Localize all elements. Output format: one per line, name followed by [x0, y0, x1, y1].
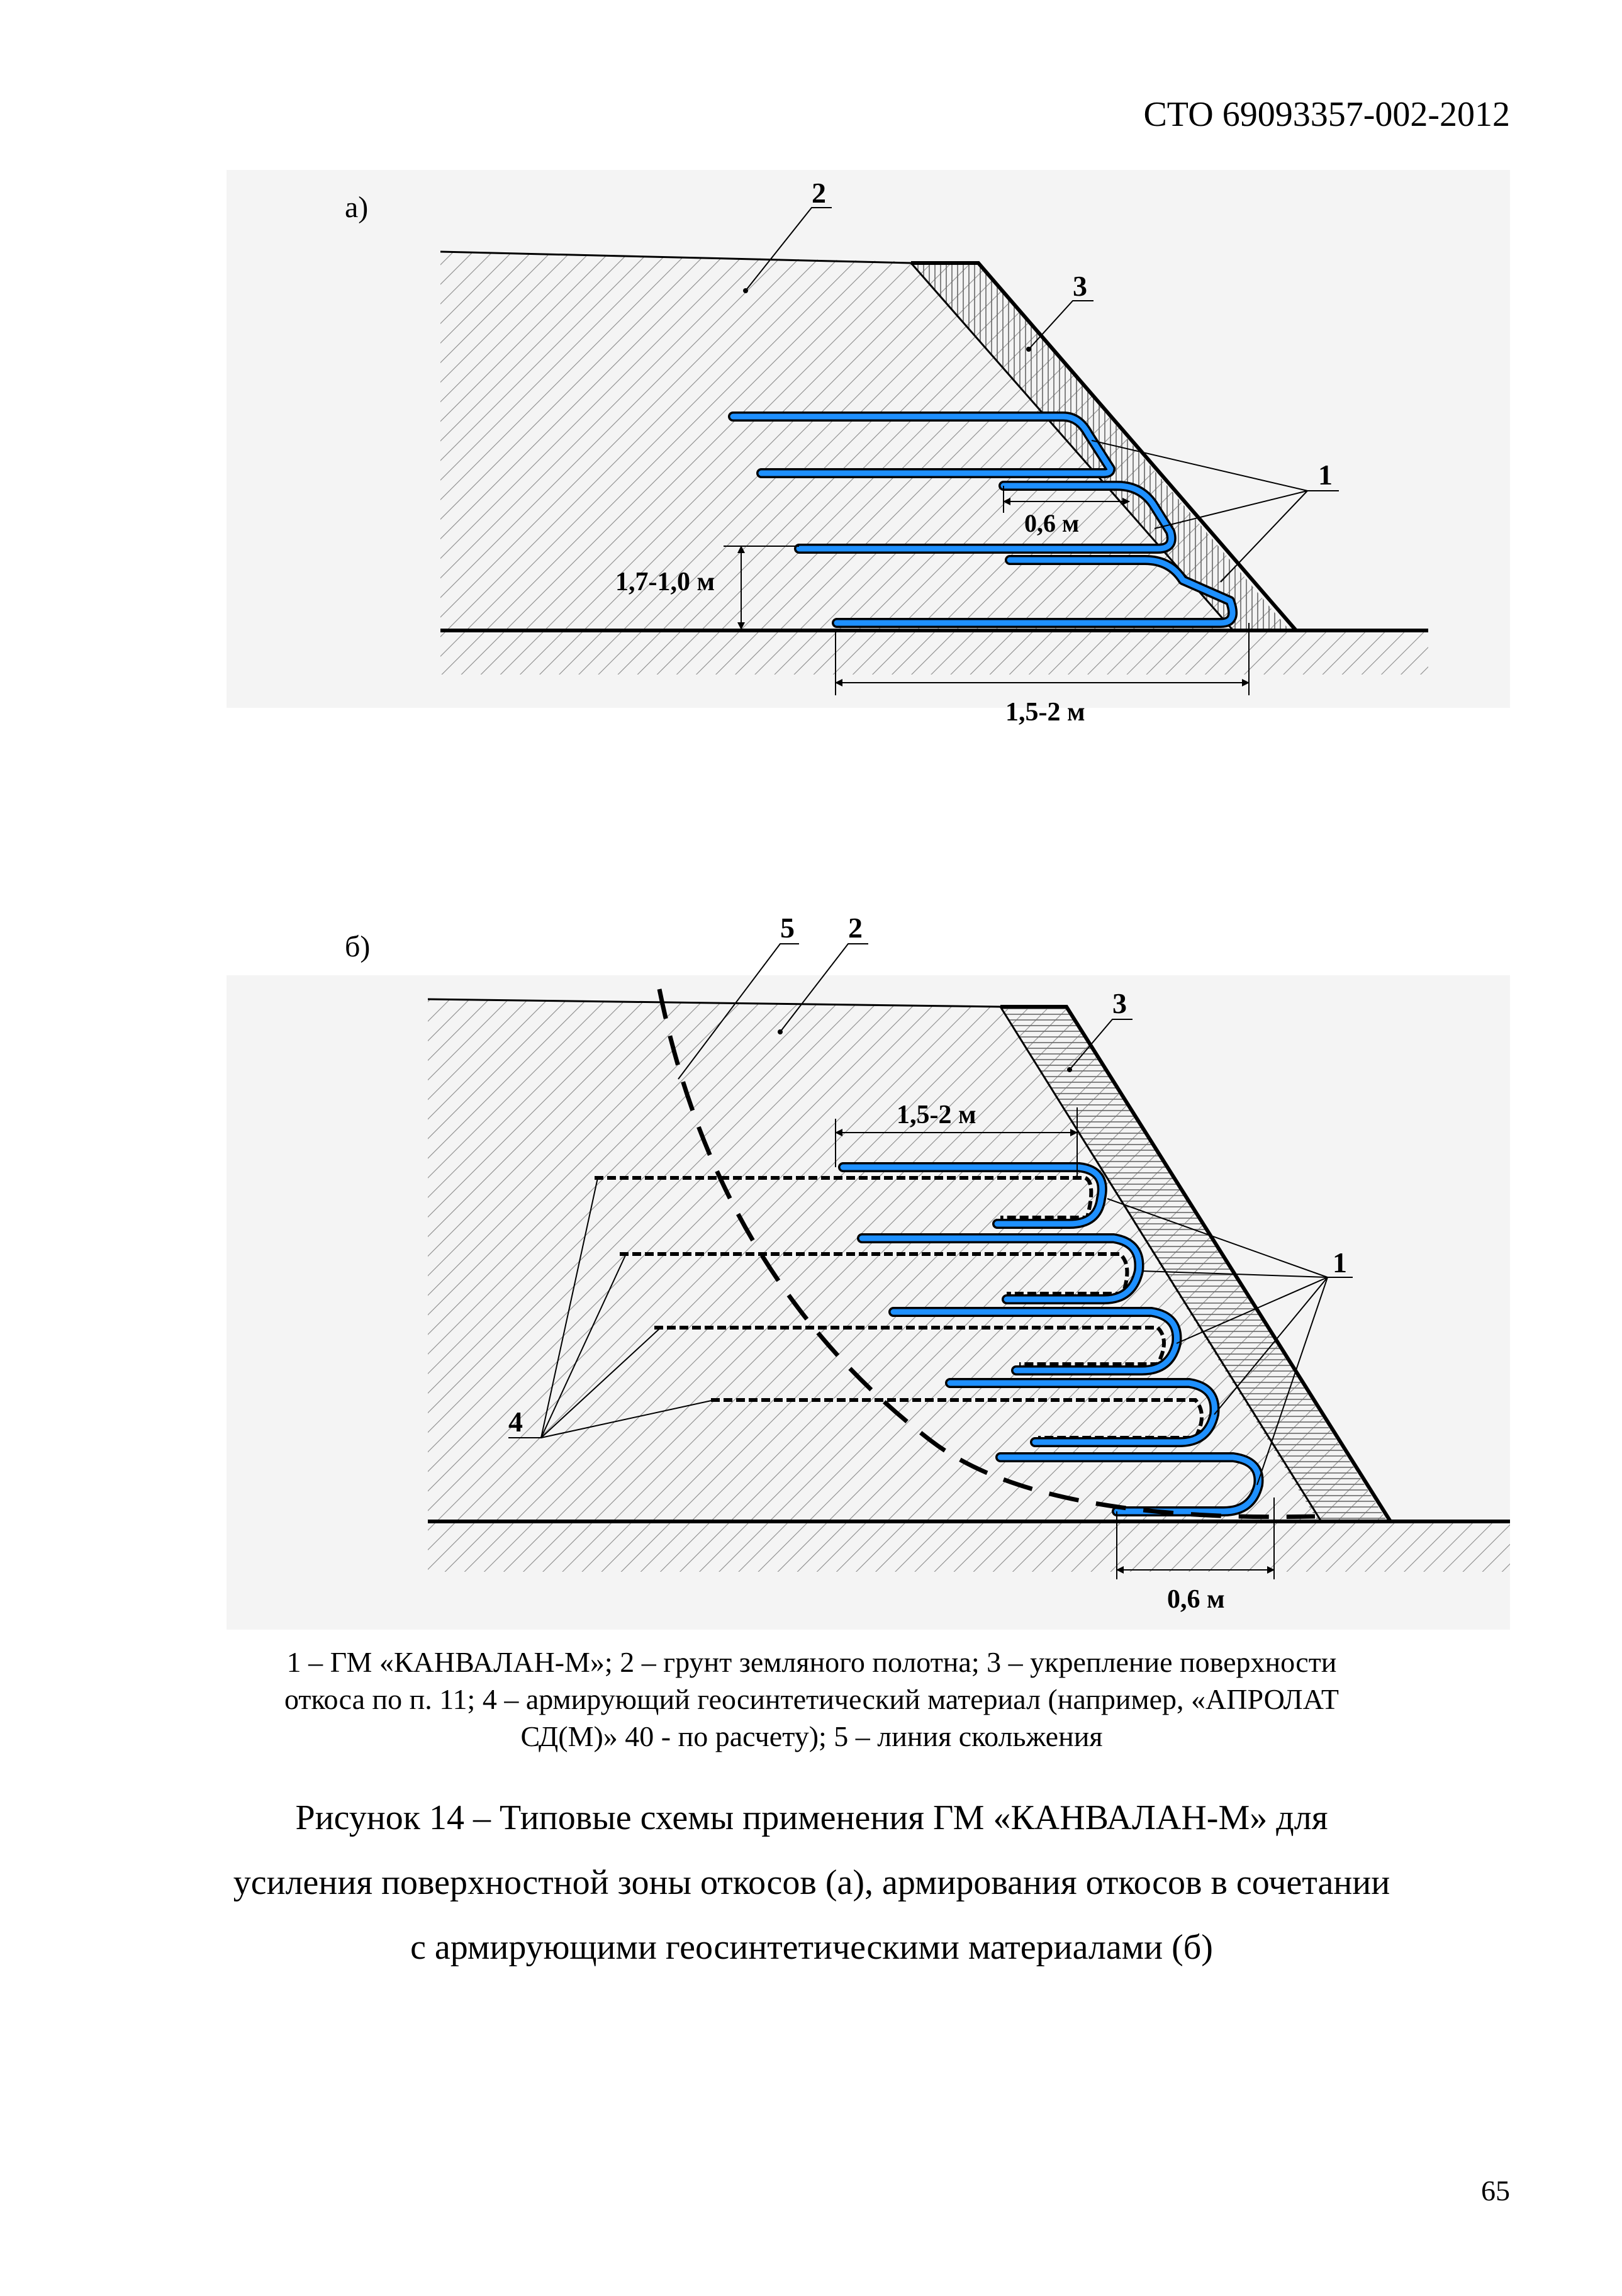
caption-line: усиления поверхностной зоны откосов (а), армирования откосов в сочетании [233, 1863, 1390, 1902]
figure-a-dim-overlap: 0,6 м [1024, 509, 1080, 537]
caption-line: с армирующими геосинтетическими материалами (б) [410, 1928, 1213, 1967]
figure-a-dim-length: 1,5-2 м [1005, 698, 1085, 727]
page-number: 65 [1481, 2175, 1510, 2207]
figure-a-callout-3: 3 [1073, 270, 1087, 302]
figure-caption [208, 1786, 1416, 1980]
document-code: СТО 69093357-002-2012 [1143, 95, 1510, 134]
figure-a-callout-2: 2 [812, 177, 826, 209]
figure-b-label: б) [345, 930, 371, 963]
caption-line: Рисунок 14 – Типовые схемы применения ГМ «КАНВАЛАН-М» для [295, 1798, 1328, 1837]
figure-b-callout-1: 1 [1333, 1246, 1347, 1279]
figure-b [227, 912, 1510, 1630]
figure-b-callout-3: 3 [1112, 987, 1127, 1019]
figure-b-callout-4: 4 [508, 1406, 523, 1438]
figure-b-foundation [428, 1521, 1510, 1572]
figure-b-dim-overlap: 0,6 м [1167, 1585, 1225, 1614]
figure-b-leader-dot [778, 1029, 783, 1034]
figure-b-callout-5: 5 [780, 912, 795, 944]
figure-a-callout-1: 1 [1318, 459, 1333, 491]
figure-b-leader-dot [1067, 1067, 1072, 1072]
figure-a-foundation [440, 630, 1428, 675]
figure-b-dim-length: 1,5-2 м [897, 1100, 976, 1129]
legend-line: 1 – ГМ «КАНВАЛАН-М»; 2 – грунт земляного полотна; 3 – укрепление поверхности [286, 1646, 1337, 1678]
figure-a-leader-dot [1026, 347, 1031, 352]
legend-line: откоса по п. 11; 4 – армирующий геосинтетический материал (например, «АПРОЛАТ [284, 1683, 1340, 1715]
figure-a-leader-dot [743, 288, 748, 293]
figure-a-dim-spacing: 1,7-1,0 м [615, 568, 715, 596]
figure-a-label: а) [345, 191, 369, 224]
figure-legend [208, 1644, 1416, 1755]
legend-line: СД(М)» 40 - по расчету); 5 – линия скольжения [520, 1720, 1103, 1752]
figure-a [227, 170, 1510, 727]
figure-b-callout-2: 2 [848, 912, 863, 944]
